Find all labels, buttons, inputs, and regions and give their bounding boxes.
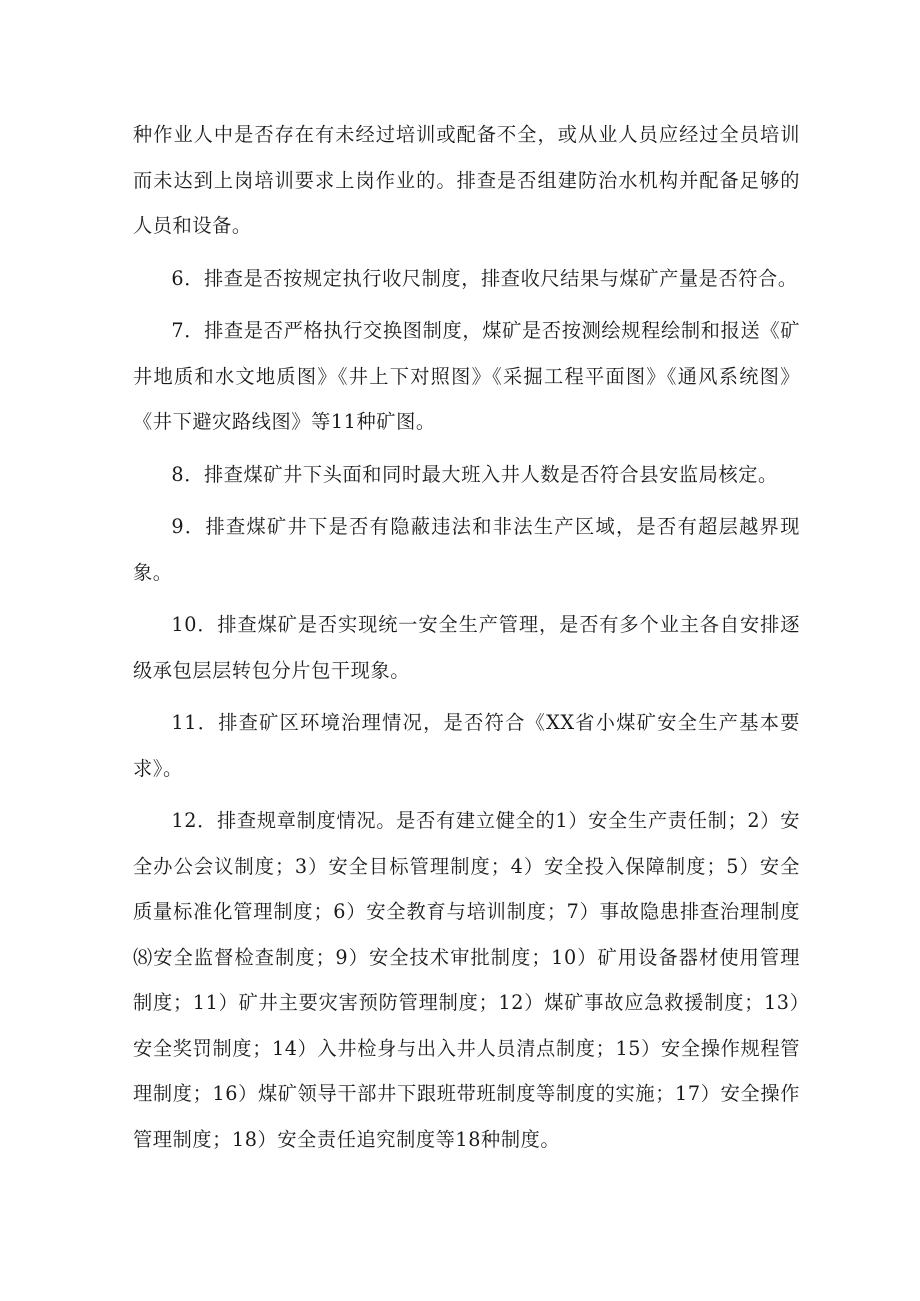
- paragraph-item-8: 8．排查煤矿井下头面和同时最大班入井人数是否符合县安监局核定。: [171, 462, 778, 486]
- paragraph-continuation: 种作业人中是否存在有未经过培训或配备不全，或从业人员应经过全员培训而未达到上岗培训要求上岗作业的。排查是否组建防治水机构并配备足够的人员和设备。: [133, 123, 800, 237]
- document-body: [133, 112, 800, 1169]
- paragraph-item-6: 6．排查是否按规定执行收尺制度，排查收尺结果与煤矿产量是否符合。: [171, 266, 798, 290]
- paragraph-item-10: 10．排查煤矿是否实现统一安全生产管理，是否有多个业主各自安排逐级承包层层转包分片包干现象。: [133, 613, 800, 682]
- paragraph-item-9: 9．排查煤矿井下是否有隐蔽违法和非法生产区域，是否有超层越界现象。: [133, 515, 800, 584]
- paragraph-item-7: 7．排查是否严格执行交换图制度，煤矿是否按测绘规程绘制和报送《矿井地质和水文地质图》《井上下对照图》《采掘工程平面图》《通风系统图》《井下避灾路线图》等11种矿图。: [133, 319, 800, 433]
- paragraph-item-11: 11．排查矿区环境治理情况，是否符合《XX省小煤矿安全生产基本要求》。: [133, 711, 800, 780]
- paragraph-item-12: 12．排查规章制度情况。是否有建立健全的1）安全生产责任制；2）安全办公会议制度；3）安全目标管理制度；4）安全投入保障制度；5）安全质量标准化管理制度；6）安全教育与培训制度；7）事故隐患排查治理制度⑻安全监督检查制度；9）安全技术审批制度；10）矿用设备器材使用管理制度；11）矿井主要灾害预防管理制度；12）煤矿事故应急救援制度；13）安全奖罚制度；14）入井检身与出入井人员清点制度；15）安全操作规程管理制度；16）煤矿领导干部井下跟班带班制度等制度的实施；17）安全操作管理制度；18）安全责任追究制度等18种制度。: [133, 809, 800, 1151]
